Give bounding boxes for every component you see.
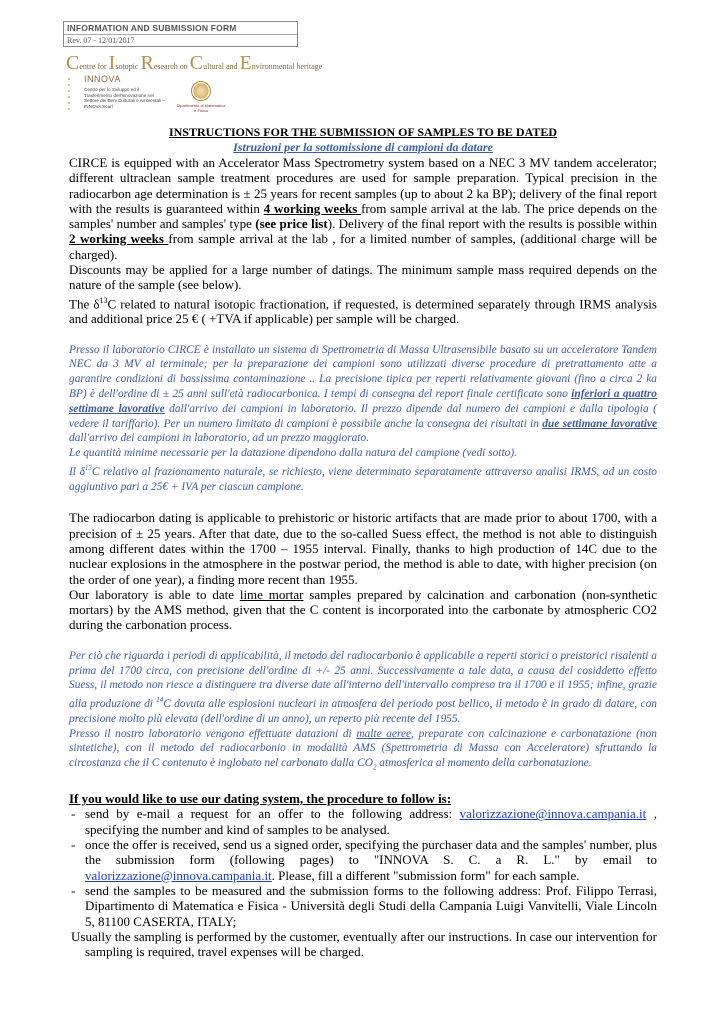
form-title: INFORMATION AND SUBMISSION FORM — [64, 22, 297, 35]
department-name: Dipartimento di Matematica e Fisica — [176, 103, 226, 113]
department-logo — [176, 81, 226, 113]
en-discounts-paragraph: Discounts may be applied for a large number of datings. The minimum sample mass required depends on the nature of the sample (see below). — [69, 262, 657, 293]
procedure-steps — [69, 806, 657, 928]
procedure-step-shipping: - send the samples to be measured and the submission forms to the following address: Prof. Filippo Terrasi, Dipartimento di Matematica e Fisica - Università degli Studi della Campania Luigi Vanvitelli, Viale Lincoln 5, 81100 CASERTA, ITALY; — [69, 883, 657, 929]
innova-logo: INNOVA — [84, 74, 121, 84]
procedure-step-email: - send by e-mail a request for an offer to the following address: valorizzazione@innova.campania.it , specifying the number and kind of samples to be analysed. — [69, 806, 657, 837]
document-body — [69, 125, 657, 959]
page-subtitle: Istruzioni per la sottomissione di campioni da datare — [233, 140, 493, 154]
en-delta-paragraph: The $\delta^{13}C$ related to natural isotopic fractionation, if requested, is determined separately through IRMS analysis and additional price 25 € ( +TVA if applicable) per sample will be charged. — [69, 295, 657, 327]
university-seal-icon — [191, 81, 211, 101]
en-mortar-paragraph: Our laboratory is able to date lime mortar samples prepared by calcination and carbonation (non-synthetic mortars) by the AMS method, given that the C content is incorporated into the carbonate by atmospheric CO2 during the carbonation process. — [69, 586, 657, 633]
procedure-step-order: - once the offer is received, send us a signed order, specifying the purchaser data and the samples' number, plus the submission form (following pages) to "INNOVA S. C. a R. L." by email to valorizzazione@innova.campania.it. Please, fill a different "submission form" for each sample. — [69, 837, 657, 883]
page-title: INSTRUCTIONS FOR THE SUBMISSION OF SAMPLES TO BE DATED — [168, 125, 558, 139]
logo-block — [66, 52, 323, 113]
decorative-dots — [68, 78, 72, 112]
revision-label: Rev. 07 - 12/01/2017 — [67, 36, 135, 45]
email-link[interactable]: valorizzazione@innova.campania.it — [459, 806, 647, 822]
it-quantities-paragraph: Le quantità minime necessarie per la datazione dipendono dalla natura del campione (vedi sotto). — [69, 447, 517, 460]
email-link-2[interactable]: valorizzazione@innova.campania.it — [85, 867, 272, 883]
it-delta-paragraph: Il $\delta^{13}C$ relativo al frazionamento naturale, se richiesto, viene determinato separatamente attraverso analisi IRMS, ad un costo aggiuntivo pari a 25€ + IVA per ciascun campione. — [69, 463, 658, 493]
en-intro-paragraph: CIRCE is equipped with an Accelerator Mass Spectrometry system based on a NEC 3 MV tandem accelerator; different ultraclean sample treatment procedures are used for sample preparation. Typical precision in the radiocarbon age determination is ± 25 years for recent samples (up to about 2 ka BP); delivery of the final report with the results is guaranteed within 4 working weeks from sample arrival at the lab. The price depends on the samples' number and samples' type (see price list). Delivery of the final report with the results is possible within 2 working weeks from sample arrival at the lab , for a limited number of samples, (additional charge will be charged). — [69, 155, 657, 262]
form-header — [63, 21, 298, 47]
circe-logo: Centre for Isotopic Research on Cultural and Environmental heritage — [66, 52, 323, 74]
innova-description: Centro per lo Sviluppo ed il Trasferimento dell'Innovazione nel Settore dei Beni Culturali e Ambientali – INNOVA Scarl — [84, 87, 165, 109]
it-mortar-paragraph: Presso il nostro laboratorio vengono effettuate datazioni di malte aeree, preparate con calcinazione e carbonatazione (non sintetiche), con il metodo del radiocarbonio in modalità AMS (Spettrometria di Massa con Acceleratore) sfruttando la circostanza che il C contenuto è inglobato nel carbonato dalla $CO_2$ atmosferica al momento della carbonatazione. — [69, 727, 657, 772]
procedure-heading: If you would like to use our dating system, the procedure to follow is: — [69, 791, 452, 807]
sampling-note: Usually the sampling is performed by the customer, eventually after our instructions. In case our intervention for sampling is required, travel expenses will be charged. — [71, 928, 657, 960]
en-applicability-paragraph: The radiocarbon dating is applicable to prehistoric or historic artifacts that are made prior to about 1700, with a precision of ± 25 years. After that date, due to the so-called Suess effect, the method is not able to distinguish among different dates within the 1700 – 1955 interval. Finally, thanks to high production of 14C due to the nuclear explosions in the atmosphere in the postwar period, the method is able to date, with higher precision (on the order of one year), a finding more recent than 1955. — [69, 510, 657, 587]
it-intro-paragraph: Presso il laboratorio CIRCE è installato un sistema di Spettrometria di Massa Ultrasensibile basato su un acceleratore Tandem NEC da 3 MV al terminale; per la preparazione dei campioni sono utilizzati diverse procedure di pretrattamento atte a garantire condizioni di bassissima contaminazione .. La precisione tipica per reperti relativamente giovani (fino a circa 2 ka BP) è dell'ordine di ± 25 anni sull'età radiocarbonica. I tempi di consegna del report finale certificato sono inferiori a quattro settimane lavorative dall'arrivo dei campioni in laboratorio. Il prezzo dipende dal numero dei campioni e dalla tipologia ( vedere il tariffario). Per un numero limitato di campioni è possibile anche la consegna dei risultati in due settimane lavorative dall'arrivo dei campioni in laboratorio, ad un prezzo maggiorato. — [69, 343, 658, 445]
it-applicability-paragraph: Per ciò che riguarda i periodi di applicabilità, il metodo del radiocarbonio è applicabile a reperti storici o preistorici risalenti a prima del 1700 circa, con precisione dell'ordine di +/- 25 anni. Successivamente a tale data, a causa del cosiddetto effetto Suess, il metodo non riesce a distinguere tra diverse date all'interno dell'intervallo compreso tra il 1700 e il 1955; infine, grazie alla produzione di $^{14}$C dovuta alle esplosioni nucleari in atmosfera del periodo post bellico, il metodo è in grado di datare, con precisione molto più elevata (dell'ordine di un anno), un reperto più recente del 1955. — [69, 649, 657, 725]
